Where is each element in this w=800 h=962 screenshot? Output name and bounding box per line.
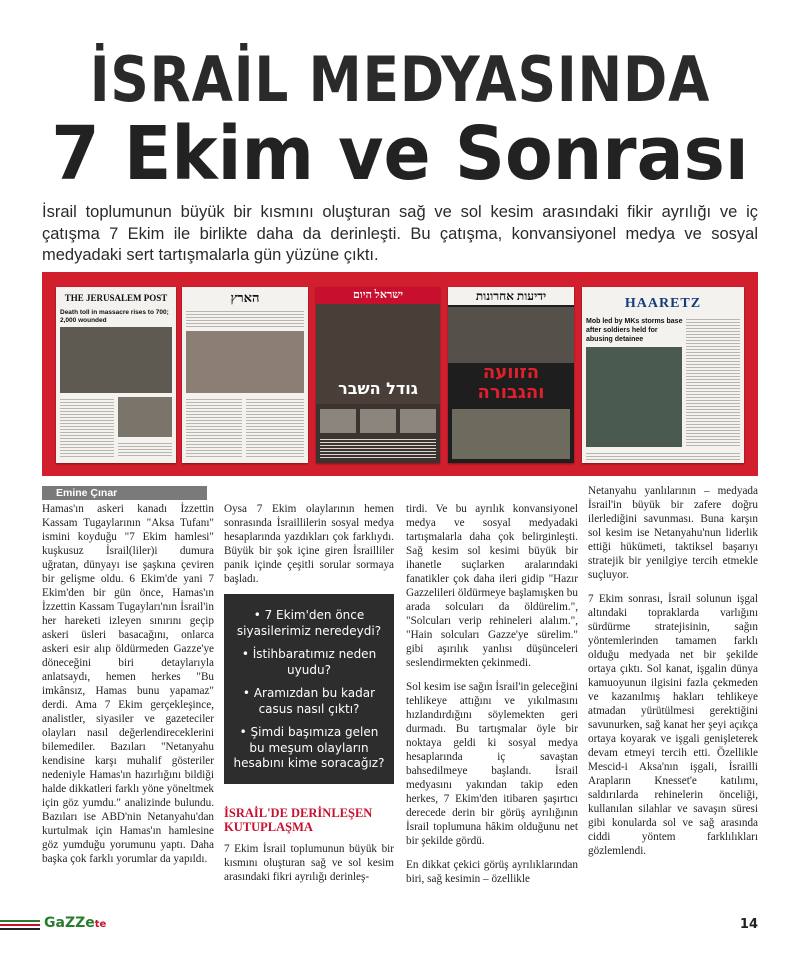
paragraph: En dikkat çekici görüş ayrılıklarından biri, sağ kesimin – özellikle bbox=[406, 859, 578, 885]
brand-logo bbox=[44, 915, 106, 931]
section-subheading: İSRAİL'DE DERİNLEŞEN KUTUPLAŞMA bbox=[224, 806, 373, 834]
brand-logo-text: GaZZe bbox=[44, 915, 95, 931]
newspaper-photo bbox=[60, 327, 172, 393]
newspaper-front-page bbox=[56, 287, 176, 463]
column-3 bbox=[406, 502, 578, 886]
newspaper-front-page bbox=[582, 287, 744, 463]
title-line1: İSRAİL MEDYASINDA bbox=[89, 43, 711, 116]
newspaper-text bbox=[186, 309, 304, 327]
newspaper-masthead: HAARETZ bbox=[624, 296, 702, 311]
question-item: • 7 Ekim'den önce siyasilerimiz neredeydi? bbox=[236, 608, 382, 638]
column-2 bbox=[224, 502, 394, 586]
column-2-continued bbox=[224, 842, 394, 884]
newspaper-headline: גודל השבר bbox=[338, 379, 418, 398]
newspaper-front-page bbox=[182, 287, 308, 463]
newspaper-photo bbox=[118, 397, 172, 437]
lead-paragraph: İsrail toplumunun büyük bir kısmını oluşturan sağ ve sol kesim arasındaki fikir ayrılığı ve iç çatışma 7 Ekim ile birlikte daha da derinleşti. Bu çatışma, konvansiyonel medya ve sosyal medyadaki sert tartışmalarla gün yüzüne çıktı. bbox=[42, 203, 758, 264]
questions-box bbox=[224, 594, 394, 784]
brand-logo-suffix: te bbox=[94, 919, 107, 930]
paragraph: Sol kesim ise sağın İsrail'in geleceğini tehlikeye attığını ve yıkılmasını hızlandırdığını söylemekten geri durmadı. Bu tartışmalar öyle bir noktaya geldi ki sosyal medya hesaplarında iç savaştan bahsedilmeye başlandı. İsrail medyasını yakından takip eden herkes, 7 Ekim'den itibaren şaşırtıcı derecede derin bir görüş ayrılığının İsrail toplumuna hâkim olduğunu net bir şekilde gördü. bbox=[406, 681, 578, 847]
column-1 bbox=[42, 502, 214, 866]
page-number: 14 bbox=[739, 917, 758, 932]
newspaper-text bbox=[586, 451, 740, 461]
newspaper-text bbox=[118, 441, 172, 457]
newspaper-front-page bbox=[448, 287, 574, 463]
paragraph: Netanyahu yanlılarının – medyada İsrail'in büyük bir zafere doğru ilerlediğini savunması. Buna karşın sol kesim ise Netanyahu'nun liderlik ettiği hükümeti, taktiksel başarıyı stratejik bir yenilgiye tercih etmekle suçluyor. bbox=[588, 485, 758, 581]
newspaper-headline: Mob led by MKs storms base after soldiers held for abusing detainee bbox=[586, 318, 683, 343]
newspaper-masthead: הארץ bbox=[230, 290, 260, 305]
paragraph: Oysa 7 Ekim olaylarının hemen sonrasında İsraillilerin sosyal medya hesaplarında yazdıkları çok farklıydı. Büyük bir şok içine giren İsrailliler panik içinde çeşitli sorular sormaya başladı. bbox=[224, 503, 394, 585]
footer-decoration bbox=[0, 920, 40, 932]
newspaper-photo bbox=[452, 409, 570, 459]
paragraph: 7 Ekim sonrası, İsrail solunun işgal altındaki topraklarda varlığını sürdürme stratejisinin, sağın yöntemlerinden tamamen farklı olduğu medyada net bir şekilde ortaya çıktı. Sol kanat, işgalin dünya kamuoyunun ilgisini fazla çekmeden ve kazanılmış hakları tehlikeye atmadan yürütülmesi gerektiğini savunurken, sağ kanat her şeyi açıkça ortaya koyarak ve işgali genişleterek devam etmeyi tercih etti. Özellikle Mescid-i Aksa'nın işgali, İsrailli Arapların Knesset'e katılımı, saldırılarda rehinelerin önceliği, kullanılan silahlar ve savaşın süresi gibi konularda sol ve sağ arasında ciddi yöntem farklılıkları gözlemlendi. bbox=[588, 593, 758, 857]
newspaper-headline: Death toll in massacre rises to 700; 2,000 wounded bbox=[60, 309, 169, 324]
newspaper-photo bbox=[448, 307, 574, 363]
newspaper-photo bbox=[320, 409, 356, 433]
newspaper-collage bbox=[42, 272, 758, 476]
question-item: • Şimdi başımıza gelen bu meşum olayların hesabını kime soracağız? bbox=[233, 725, 385, 770]
paragraph: tirdi. Ve bu ayrılık konvansiyonel medya ve sosyal medyadaki tartışmalarla daha çok belirginleşti. Sağ kesim sol kesimi büyük bir ihanetle suçlarken aralarındaki fanatikler çok daha ileri gidip "Hazır Gazzelileri öldürmeye başlamışken bu arada solcuları da öldürelim.", "Solcuları verip rehineleri alalım.", "Hain solcuları Gazze'ye sürelim." gibi aşırılık yanlısı düşünceleri seslendirmekten çekinmedi. bbox=[406, 503, 578, 669]
newspaper-photo bbox=[360, 409, 396, 433]
newspaper-masthead: ישראל היום bbox=[316, 287, 440, 304]
paragraph: Hamas'ın askeri kanadı İzzettin Kassam Tugaylarının "Aksa Tufanı" ismini koyduğu "7 Ekim hamlesi" kuşkusuz İsrail(liler)i dumura uğratan, dünyayı ise şaşkına çeviren bir gelişme oldu. 6 Ekim'de yani 7 Ekim'den bir gün önce, Hamas'ın İzzettin Kassam Tugayları'nın İsrail'in her hareketi izleyen sınırını geçip askeri üsleri basacağını, onlarca askeri esir alıp öldürmeden Gazze'ye döneceğini biri detaylarıyla anlatsaydı, hemen herkes "Bu imkânsız, Hamas bunu yapamaz" derdi. Ama 7 Ekim gerçekleşince, analistler, siyasiler ve gazeteciler olayları nasıl değerlendireceklerini bilemediler. Bazıları "Netanyahu kendisine karşı muhalif gösteriler nedeniyle Hamas'ın hazırlığını bildiği halde dikkatleri farklı yöne yöneltmek için göz yumdu." analizinde bulundu. Bazıları ise ABD'nin Netanyahu'dan kurtulmak için Hamas'ın hamlesine göz yumduğu yorumunu yaptı. Daha başka çok farklı yorumlar da yapıldı. bbox=[42, 503, 214, 865]
newspaper-photo bbox=[186, 331, 304, 393]
newspaper-masthead: ידיעות אחרונות bbox=[448, 287, 574, 305]
newspaper-masthead: THE JERUSALEM POST bbox=[64, 293, 168, 303]
newspaper-text bbox=[186, 397, 242, 457]
newspaper-text bbox=[686, 317, 740, 447]
question-item: • Aramızdan bu kadar casus nasıl çıktı? bbox=[242, 686, 376, 716]
newspaper-headline: הזוועה והגבורה bbox=[477, 362, 545, 403]
newspaper-front-page bbox=[316, 287, 440, 463]
question-item: • İstihbaratımız neden uyudu? bbox=[241, 647, 377, 677]
newspaper-text bbox=[60, 397, 114, 457]
newspaper-text bbox=[246, 397, 304, 457]
column-4 bbox=[588, 484, 758, 858]
title-line2: 7 Ekim ve Sonrası bbox=[51, 111, 749, 197]
paragraph: 7 Ekim İsrail toplumunun büyük bir kısmını oluşturan sağ ve sol kesim arasındaki fikri ayrılığı derinleş- bbox=[224, 843, 394, 883]
newspaper-text bbox=[320, 437, 436, 459]
newspaper-photo bbox=[400, 409, 436, 433]
author-byline: Emine Çınar bbox=[42, 486, 207, 500]
newspaper-photo bbox=[586, 347, 682, 447]
